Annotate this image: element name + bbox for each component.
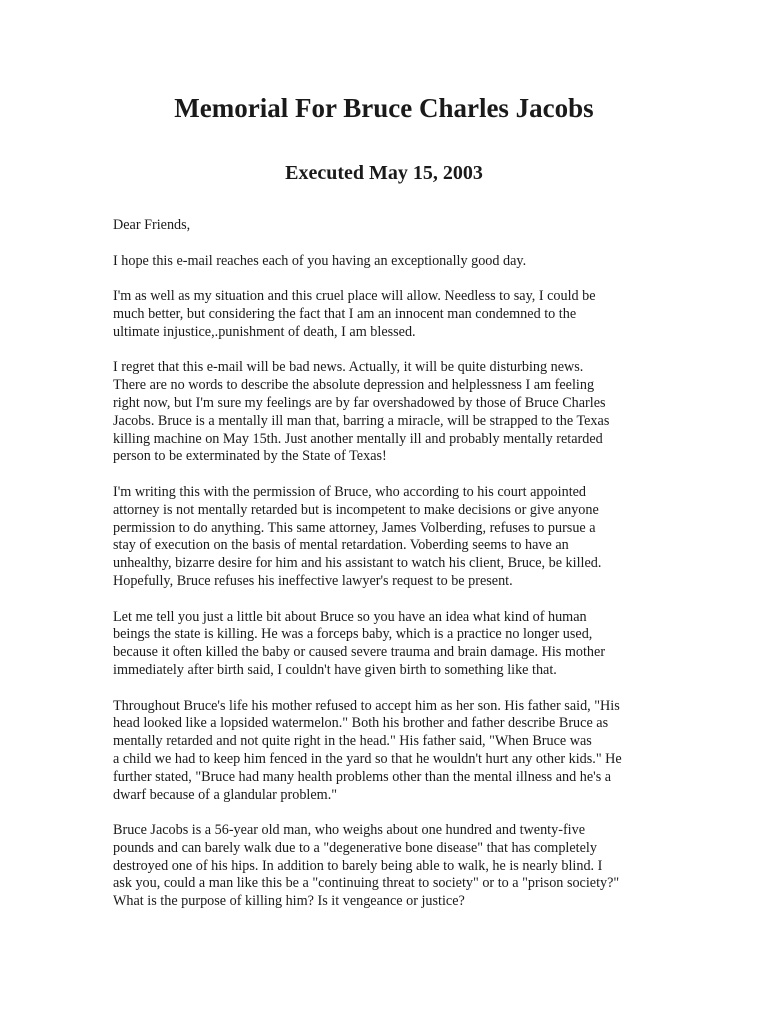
letter-paragraph bbox=[113, 359, 661, 466]
paragraph-line: right now, but I'm sure my feelings are by far overshadowed by those of Bruce Charles bbox=[113, 394, 606, 411]
paragraph-line: ask you, could a man like this be a "continuing threat to society" or to a "prison society?" bbox=[113, 875, 620, 892]
letter-paragraph bbox=[113, 698, 661, 805]
letter-paragraph bbox=[113, 217, 661, 235]
paragraph-line: permission to do anything. This same attorney, James Volberding, refuses to pursue a bbox=[113, 519, 596, 536]
paragraph-line: attorney is not mentally retarded but is incompetent to make decisions or give anyone bbox=[113, 501, 599, 518]
document-subtitle: Executed May 15, 2003 bbox=[285, 162, 483, 184]
paragraph-line: I hope this e-mail reaches each of you having an exceptionally good day. bbox=[113, 252, 527, 269]
paragraph-line: destroyed one of his hips. In addition to barely being able to walk, he is nearly blind. I bbox=[113, 857, 603, 874]
paragraph-line: Jacobs. Bruce is a mentally ill man that, barring a miracle, will be strapped to the Texas bbox=[113, 412, 610, 429]
paragraph-line: further stated, "Bruce had many health problems other than the mental illness and he's a bbox=[113, 768, 612, 785]
paragraph-line: I'm as well as my situation and this cruel place will allow. Needless to say, I could be bbox=[113, 288, 596, 305]
paragraph-line: person to be exterminated by the State of Texas! bbox=[113, 448, 387, 465]
paragraph-line: pounds and can barely walk due to a "degenerative bone disease" that has completely bbox=[113, 839, 597, 856]
paragraph-line: a child we had to keep him fenced in the yard so that he wouldn't hurt any other kids." He bbox=[113, 750, 622, 767]
letter-paragraph bbox=[113, 822, 661, 911]
paragraph-line: Let me tell you just a little bit about Bruce so you have an idea what kind of human bbox=[113, 608, 587, 625]
letter-paragraph bbox=[113, 288, 661, 341]
paragraph-line: I regret that this e-mail will be bad news. Actually, it will be quite disturbing news. bbox=[113, 359, 584, 376]
paragraph-line: Dear Friends, bbox=[113, 217, 191, 233]
paragraph-line: immediately after birth said, I couldn't have given birth to something like that. bbox=[113, 661, 557, 678]
paragraph-line: Throughout Bruce's life his mother refused to accept him as her son. His father said, "His bbox=[113, 697, 620, 714]
paragraph-line: unhealthy, bizarre desire for him and his assistant to watch his client, Bruce, be killed. bbox=[113, 555, 602, 572]
paragraph-line: much better, but considering the fact that I am an innocent man condemned to the bbox=[113, 305, 577, 322]
paragraph-line: What is the purpose of killing him? Is it vengeance or justice? bbox=[113, 893, 465, 910]
paragraph-line: dwarf because of a glandular problem." bbox=[113, 786, 338, 803]
paragraph-line: mentally retarded and not quite right in the head." His father said, "When Bruce was bbox=[113, 733, 592, 750]
paragraph-line: head looked like a lopsided watermelon." Both his brother and father describe Bruce as bbox=[113, 715, 609, 732]
paragraph-line: because it often killed the baby or caused severe trauma and brain damage. His mother bbox=[113, 644, 606, 661]
paragraph-line: Bruce Jacobs is a 56-year old man, who weighs about one hundred and twenty-five bbox=[113, 822, 585, 839]
paragraph-line: I'm writing this with the permission of Bruce, who according to his court appointed bbox=[113, 483, 587, 500]
paragraph-line: beings the state is killing. He was a forceps baby, which is a practice no longer used, bbox=[113, 626, 593, 643]
letter-paragraph bbox=[113, 484, 661, 591]
paragraph-line: Hopefully, Bruce refuses his ineffective lawyer's request to be present. bbox=[113, 572, 513, 589]
paragraph-line: ultimate injustice,.punishment of death, I am blessed. bbox=[113, 323, 416, 340]
letter-paragraph bbox=[113, 253, 661, 271]
paragraph-line: stay of execution on the basis of mental retardation. Voberding seems to have an bbox=[113, 537, 569, 554]
letter-body bbox=[113, 217, 661, 929]
paragraph-line: killing machine on May 15th. Just another mentally ill and probably mentally retarded bbox=[113, 430, 603, 447]
letter-paragraph bbox=[113, 609, 661, 680]
document-title: Memorial For Bruce Charles Jacobs bbox=[174, 93, 594, 123]
paragraph-line: There are no words to describe the absolute depression and helplessness I am feeling bbox=[113, 377, 595, 394]
